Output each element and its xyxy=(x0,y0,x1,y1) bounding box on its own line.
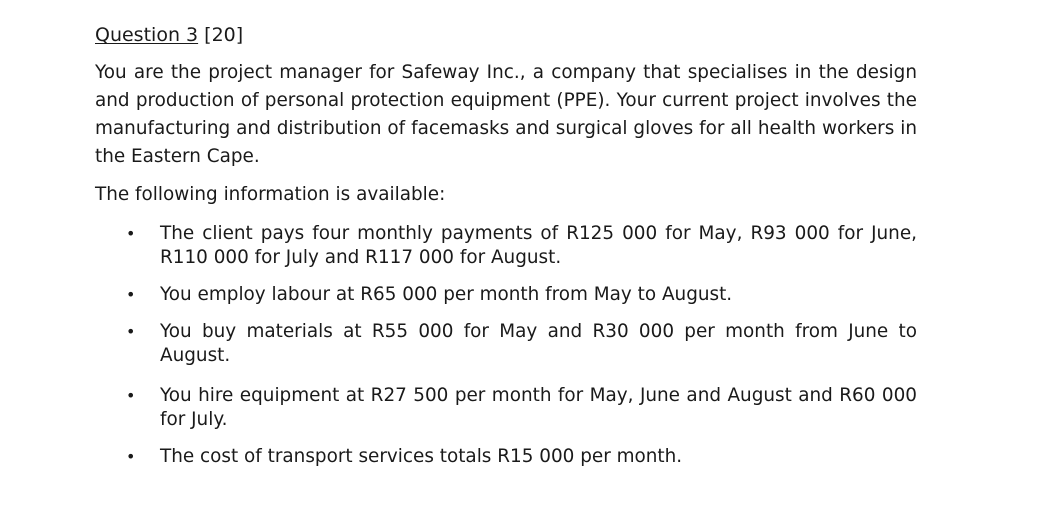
bullet-icon: • xyxy=(126,447,136,466)
question-marks: [20] xyxy=(204,24,244,46)
list-item xyxy=(95,445,917,469)
list-item-text: You buy materials at R55 000 for May and R30 000 per month from June to August. xyxy=(160,321,917,366)
list-item-text: You employ labour at R65 000 per month from May to August. xyxy=(160,284,733,305)
bullet-icon: • xyxy=(126,322,136,341)
list-item-text: You hire equipment at R27 500 per month for May, June and August and R60 000 for July. xyxy=(160,385,917,430)
question-label: Question 3 xyxy=(95,24,199,46)
list-item-text: The client pays four monthly payments of R125 000 for May, R93 000 for June, R110 000 for July and R117 000 for August. xyxy=(160,223,917,268)
list-item xyxy=(95,384,917,432)
question-heading xyxy=(95,22,917,48)
bullet-icon: • xyxy=(126,386,136,405)
bullet-icon: • xyxy=(126,285,136,304)
question-document xyxy=(95,22,917,469)
intro-paragraph: You are the project manager for Safeway Inc., a company that specialises in the design and production of personal protection equipment (PPE). Your current project involves the manufacturing and distribution of facemasks and surgical gloves for all health workers in the Eastern Cape. xyxy=(95,62,917,167)
list-item-text: The cost of transport services totals R15 000 per month. xyxy=(160,446,683,467)
list-item xyxy=(95,320,917,368)
list-item xyxy=(95,283,917,307)
info-list xyxy=(95,222,917,469)
list-item xyxy=(95,222,917,270)
bullet-icon: • xyxy=(126,224,136,243)
info-lead: The following information is available: xyxy=(95,184,446,205)
